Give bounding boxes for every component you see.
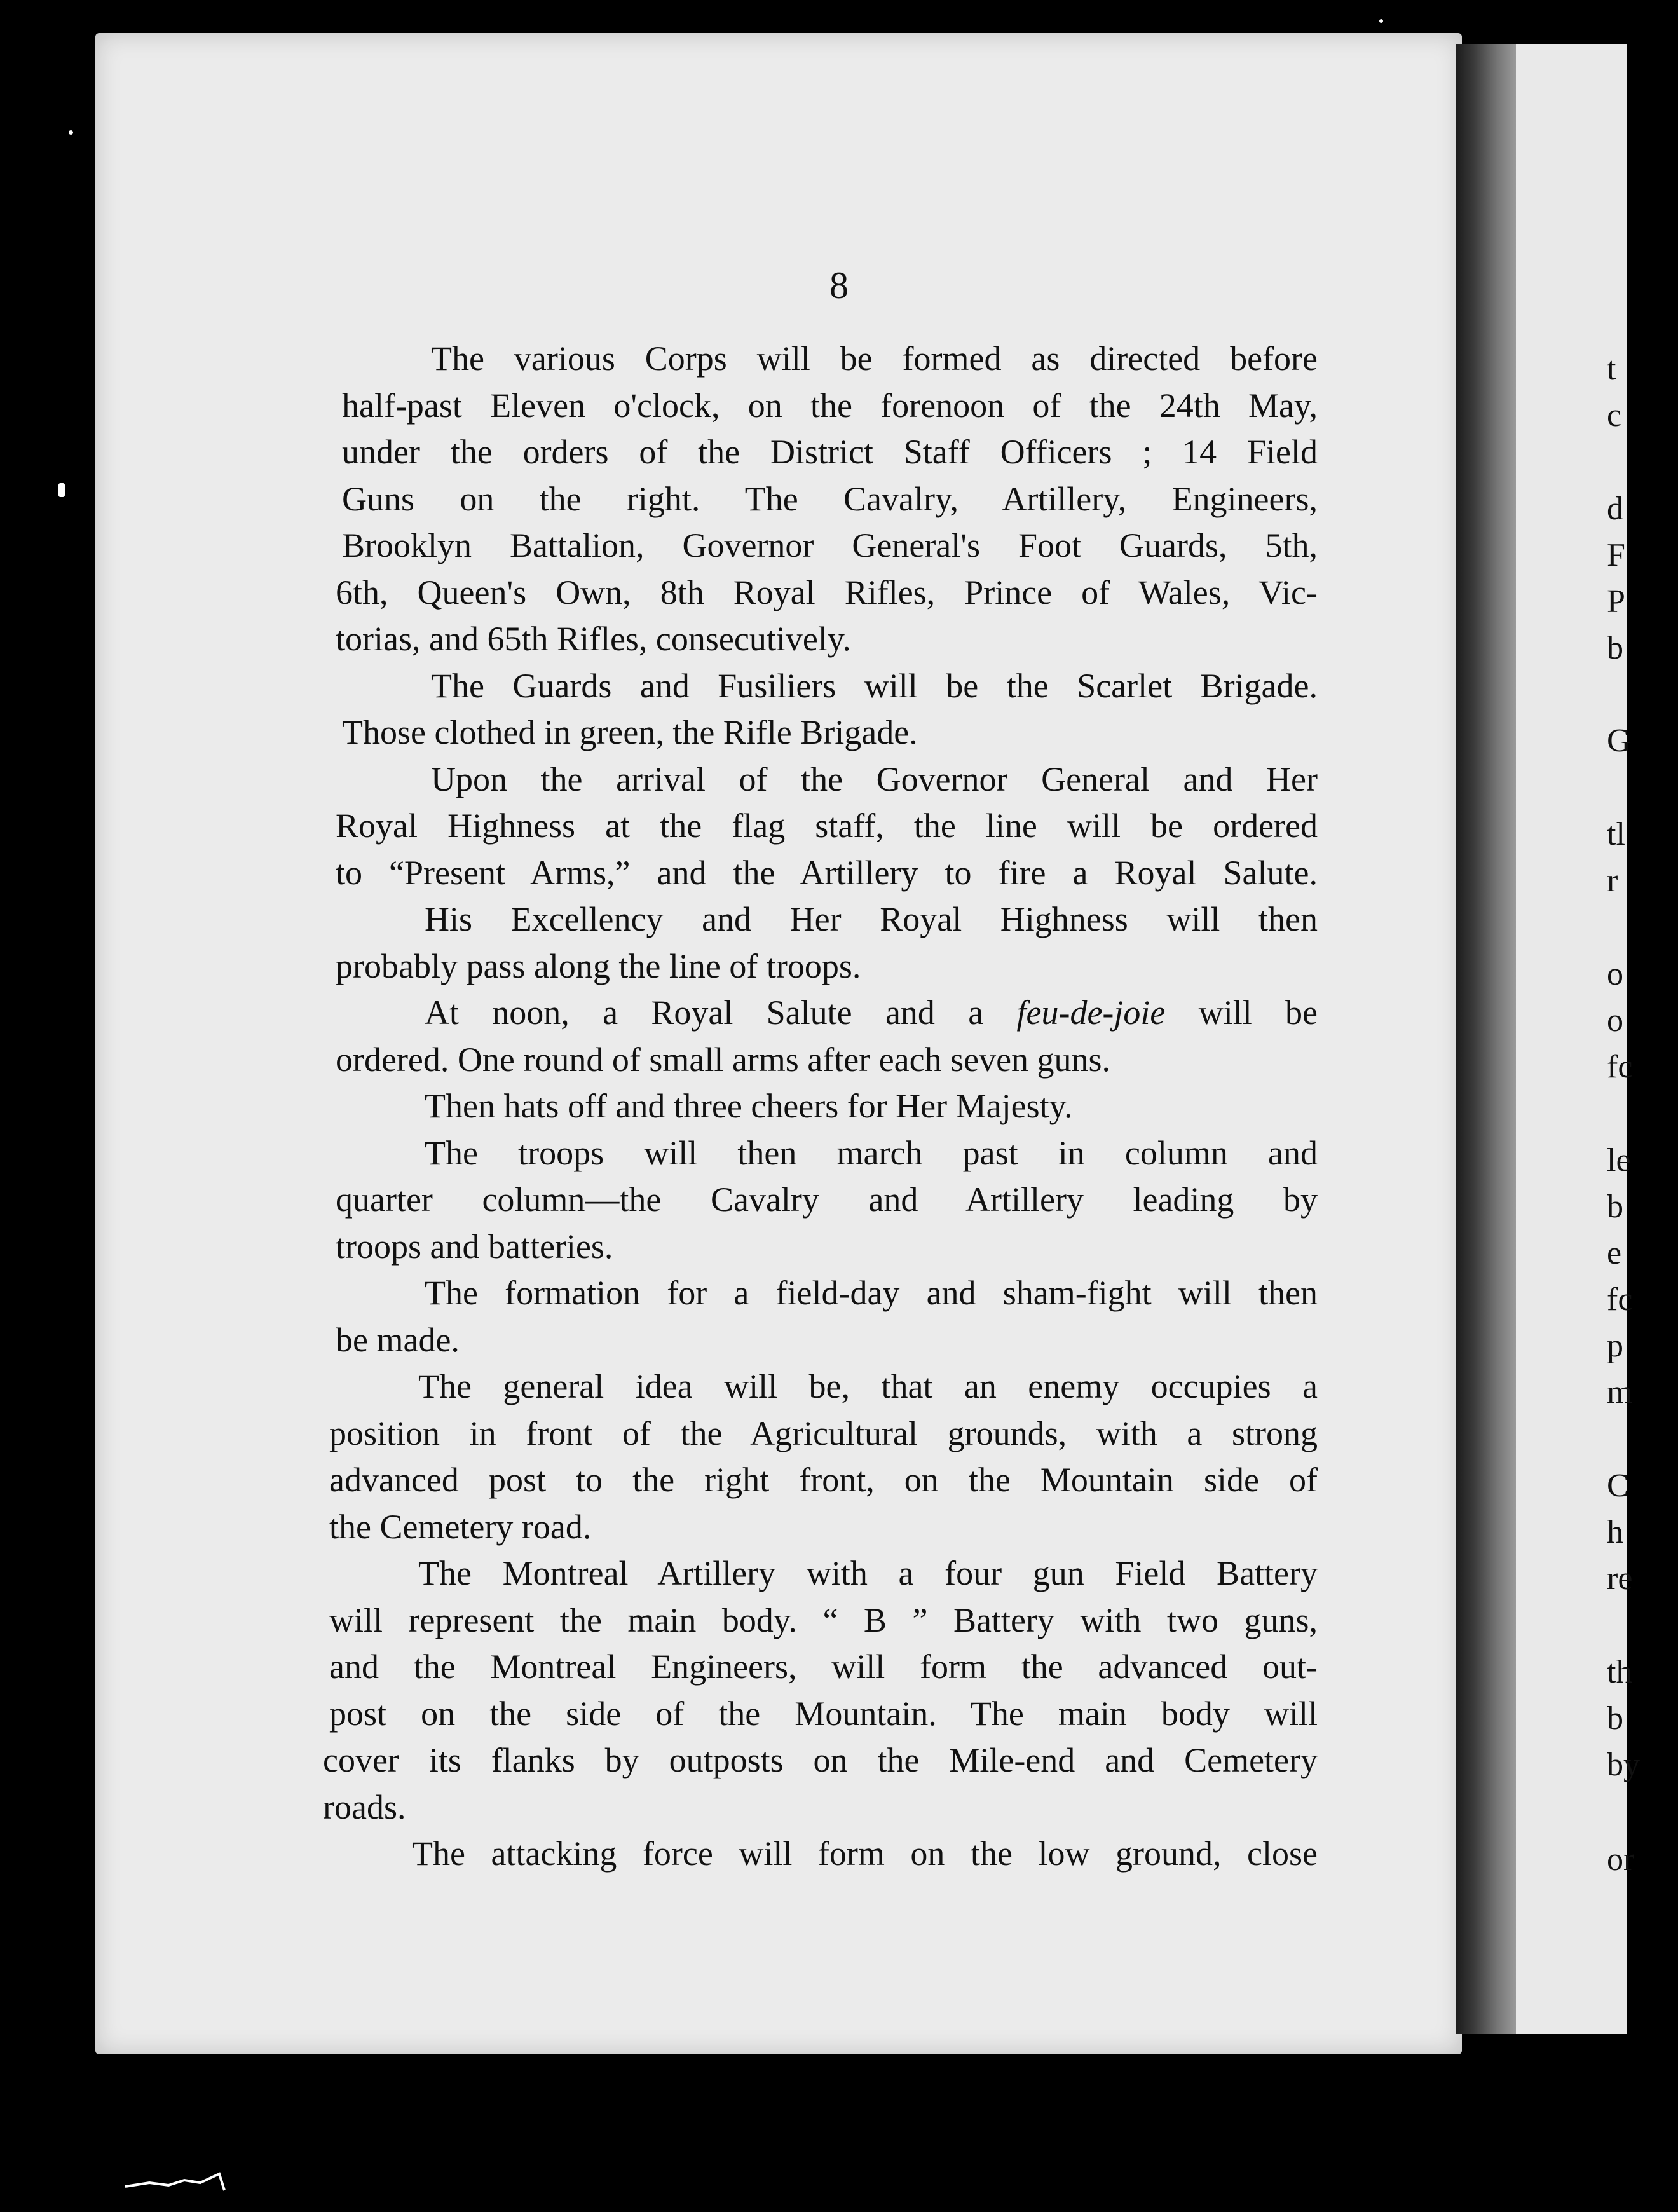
text-line: 6th, Queen's Own, 8th Royal Rifles, Prince of Wales, Vic- [336,573,1318,611]
fragment: fc [1607,1049,1633,1085]
text-line: The formation for a field-day and sham-fight will then [425,1274,1318,1312]
paragraph-general-idea [329,1363,1318,1550]
text-run: At noon, a Royal Salute and a [425,993,1017,1032]
text-line: under the orders of the District Staff Officers ; 14 Field [342,433,1318,471]
paragraph-excellency [336,896,1318,990]
text-line: position in front of the Agricultural grounds, with a strong [329,1414,1318,1452]
fragment: m [1607,1374,1633,1410]
text-line: Guns on the right. The Cavalry, Artillery, Engineers, [342,479,1318,518]
fragment: o [1607,956,1623,992]
italic-term: feu-de-joie [1016,993,1166,1032]
text-line: The attacking force will form on the low ground, close [412,1834,1318,1873]
text-line: Royal Highness at the flag staff, the line will be ordered [336,807,1318,845]
paragraph-field-day [336,1270,1318,1363]
paragraph-attacking-force [342,1831,1318,1878]
text-line: cover its flanks by outposts on the Mile-end and Cemetery [323,1741,1318,1779]
book-gutter [1456,44,1516,2034]
scan-speck [58,483,65,497]
text-line: the Cemetery road. [329,1507,592,1546]
fragment: C [1607,1468,1629,1504]
text-line: will represent the main body. “ B ” Battery with two guns, [329,1601,1318,1639]
text-run: will be [1165,993,1318,1032]
text-line: The general idea will be, that an enemy occupies a [418,1367,1318,1405]
fragment: e [1607,1235,1622,1271]
fragment: p [1607,1328,1623,1364]
body-text [323,336,1318,1878]
paragraph-cheers [342,1083,1318,1130]
text-line: torias, and 65th Rifles, consecutively. [336,620,851,658]
text-line [336,990,1318,1037]
text-line: roads. [323,1787,406,1826]
fragment: le [1607,1142,1631,1178]
text-line: be made. [336,1320,460,1359]
text-line: The troops will then march past in column and [425,1133,1318,1172]
paragraph-arrival [336,756,1318,897]
fragment: or [1607,1841,1635,1878]
text-line: Those clothed in green, the Rifle Brigade. [342,713,918,751]
text-line: troops and batteries. [336,1227,613,1266]
text-line: Then hats off and three cheers for Her Majesty. [425,1087,1073,1125]
fragment: o [1607,1002,1623,1039]
text-line: Upon the arrival of the Governor General and Her [431,760,1318,798]
scan-speck [69,130,73,135]
text-line: advanced post to the right front, on the Mountain side of [329,1461,1318,1499]
scan-speck [1379,19,1383,23]
fragment: F [1607,537,1625,573]
fragment: P [1607,584,1625,620]
fragment: c [1607,397,1622,434]
paragraph-noon-salute [336,990,1318,1083]
page-number: 8 [829,264,849,306]
text-line: The Montreal Artillery with a four gun Field Battery [418,1554,1318,1592]
text-line: The Guards and Fusiliers will be the Scarlet Brigade. [431,666,1318,705]
paragraph-corps-formation [336,336,1318,663]
fragment: tl [1607,816,1625,852]
fragment: G [1607,723,1631,759]
text-line: The various Corps will be formed as directed before [431,339,1318,378]
text-line: quarter column—the Cavalry and Artillery leading by [336,1180,1318,1219]
fragment: h [1607,1514,1623,1550]
text-line: His Excellency and Her Royal Highness will then [425,900,1318,938]
fragment: r [1607,863,1618,899]
fragment: re [1607,1560,1633,1597]
scan-artifact-mark [124,2169,226,2194]
fragment: b [1607,1700,1623,1737]
fragment: d [1607,491,1623,527]
fragment: by [1607,1747,1640,1783]
text-line: to “Present Arms,” and the Artillery to fire a Royal Salute. [336,853,1318,892]
fragment: b [1607,630,1623,666]
text-line: ordered. One round of small arms after each seven guns. [336,1040,1111,1079]
fragment: fc [1607,1281,1633,1318]
paragraph-march-past [336,1130,1318,1271]
text-line: Brooklyn Battalion, Governor General's Foot Guards, 5th, [342,526,1318,564]
text-line: half-past Eleven o'clock, on the forenoon of the 24th May, [342,386,1318,425]
fragment: b [1607,1189,1623,1225]
text-line: post on the side of the Mountain. The main body will [329,1694,1318,1733]
fragment: th [1607,1654,1633,1690]
text-line: probably pass along the line of troops. [336,946,861,985]
fragment: t [1607,351,1616,387]
paragraph-brigades [342,663,1318,756]
paragraph-montreal-artillery [323,1550,1318,1831]
text-line: and the Montreal Engineers, will form the advanced out- [329,1648,1318,1686]
